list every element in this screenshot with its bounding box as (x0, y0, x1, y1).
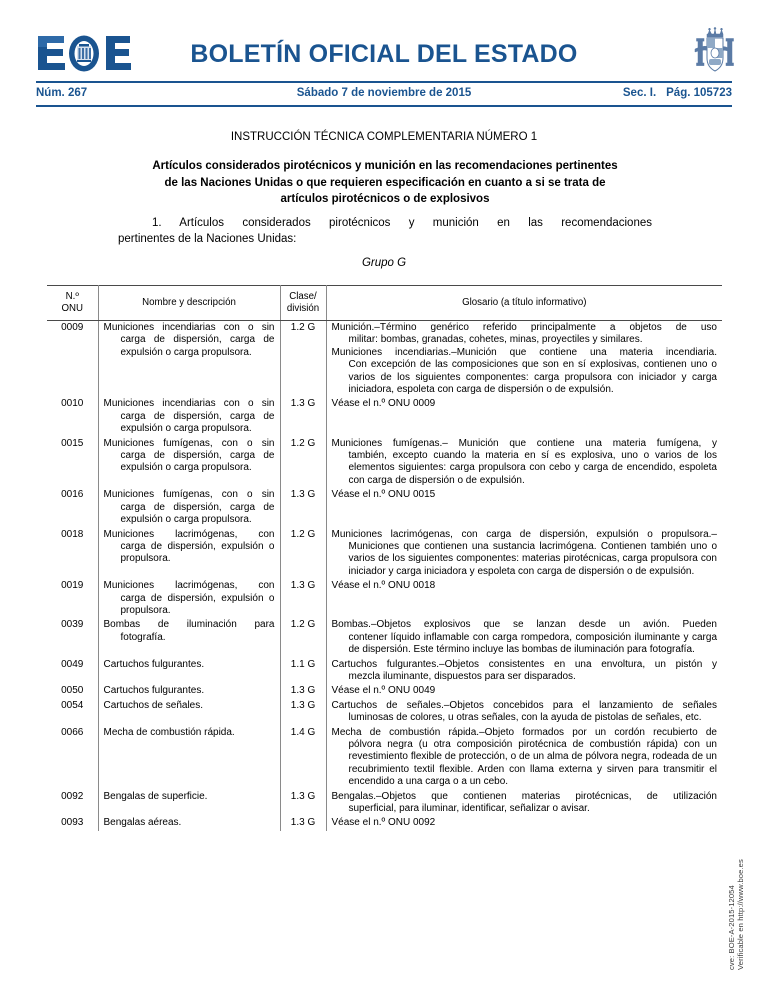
cell-nombre-descripcion (98, 726, 280, 790)
cell-glosario (326, 579, 722, 618)
table-row (47, 790, 722, 817)
table-row (47, 618, 722, 657)
nombre-line-1: Municiones incendiarias con o sin (103, 322, 275, 333)
table-row (47, 658, 722, 685)
glosario-p1-body: contener líquido inflamable con carga rompedora, composición iluminante y carga de dispersión. Este término incluye las bombas de iluminación para fotografía. (348, 631, 717, 656)
intro-paragraph (118, 216, 652, 247)
verification-url: Verificable en http://www.boe.es (736, 859, 745, 970)
cell-onu-number: 0019 (47, 579, 98, 618)
pyrotechnic-articles-table (47, 285, 722, 831)
glosario-p1-body: Municiones que contienen una sustancia lacrimógena. Contienen también uno o varios de los siguientes componentes: materias pirotécnicas, carga propulsora con iniciador y carga iniciadora y espoleta con carga de dispersión o de expulsión. (348, 540, 717, 577)
intro-line-1: 1. Artículos considerados pirotécnicos y munición en las recomendaciones (152, 217, 652, 229)
nombre-line-1: Municiones incendiarias con o sin (103, 398, 275, 410)
cell-onu-number: 0010 (47, 397, 98, 436)
nombre-line-2: carga de dispersión, expulsión o propulsora. (120, 592, 275, 616)
cell-nombre-descripcion (98, 618, 280, 657)
masthead (0, 0, 768, 78)
cell-onu-number: 0050 (47, 684, 98, 698)
cell-nombre-descripcion (98, 816, 280, 830)
cell-nombre-descripcion (98, 579, 280, 618)
glosario-p1-head: Véase el n.º ONU 0049 (331, 685, 436, 697)
cell-glosario (326, 321, 722, 398)
group-label: Grupo G (361, 257, 407, 269)
cell-glosario (326, 528, 722, 580)
cell-onu-number: 0092 (47, 790, 98, 817)
cell-nombre-descripcion (98, 528, 280, 580)
nombre-line-1: Bengalas de superficie. (103, 790, 208, 802)
itc-heading: INSTRUCCIÓN TÉCNICA COMPLEMENTARIA NÚMERO 1 (230, 131, 538, 143)
nombre-line-1: Municiones fumígenas, con o sin (103, 489, 275, 501)
glosario-p1-head: Véase el n.º ONU 0015 (331, 489, 436, 501)
cell-glosario (326, 658, 722, 685)
glosario-p1-body: superficial, para iluminar, identificar, señalizar o avisar. (348, 803, 590, 815)
document-title-line-3: artículos pirotécnicos o de explosivos (280, 193, 490, 205)
glosario-p1-head: Bengalas.–Objetos que contienen materias pirotécnicas, de utilización (331, 790, 717, 802)
nombre-line-1: Cartuchos fulgurantes. (103, 685, 205, 697)
cell-nombre-descripcion (98, 684, 280, 698)
column-header-clase-line-1: Clase/ (289, 291, 317, 302)
cell-clase-division: 1.2 G (280, 618, 326, 657)
glosario-p1-head: Mecha de combustión rápida.–Objeto formados por un cordón recubierto de (331, 726, 717, 738)
cell-glosario (326, 816, 722, 830)
column-header-onu-line-1: N.º (65, 291, 79, 302)
cell-clase-division: 1.3 G (280, 397, 326, 436)
glosario-p1-head: Cartuchos fulgurantes.–Objetos consistentes en una envoltura, un pistón y (331, 658, 717, 670)
pyrotechnic-articles-table-wrapper (47, 285, 722, 831)
column-header-clase (280, 286, 326, 321)
cell-onu-number: 0016 (47, 488, 98, 527)
nombre-line-2: fotografía. (120, 631, 166, 643)
cell-clase-division: 1.2 G (280, 528, 326, 580)
section-label: Sec. I. (622, 87, 657, 99)
cell-clase-division: 1.4 G (280, 726, 326, 790)
column-header-onu (47, 286, 98, 321)
nombre-line-2: carga de dispersión, carga de expulsión o carga propulsora. (120, 501, 275, 526)
nombre-line-2: carga de dispersión, carga de expulsión o carga propulsora. (120, 334, 275, 358)
table-row (47, 684, 722, 698)
table-row (47, 397, 722, 436)
cell-nombre-descripcion (98, 488, 280, 527)
table-row (47, 816, 722, 830)
cell-nombre-descripcion (98, 397, 280, 436)
page-label: Pág. 105723 (666, 87, 732, 99)
table-row (47, 321, 722, 398)
column-header-clase-line-2: división (286, 303, 320, 314)
cell-nombre-descripcion (98, 790, 280, 817)
cve-sidebar (727, 800, 760, 970)
glosario-p1-body: mezcla iluminante, dispuestos para ser disparados. (348, 670, 576, 682)
cell-glosario (326, 488, 722, 527)
nombre-line-2: carga de dispersión, carga de expulsión o carga propulsora. (120, 410, 275, 435)
document-title-line-2: de las Naciones Unidas o que requieren especificación en cuanto a si se trata de (164, 176, 606, 189)
nombre-line-2: carga de dispersión, carga de expulsión o carga propulsora. (120, 450, 275, 474)
cell-nombre-descripcion (98, 437, 280, 489)
cell-glosario (326, 618, 722, 657)
cell-onu-number: 0015 (47, 437, 98, 489)
nombre-line-1: Bengalas aéreas. (103, 817, 182, 829)
glosario-p1-body: pólvora negra (u otra composición pirotécnica de combustión rápida) con un revestimiento flexible de protección, o de un alma de pólvora negra, rodeada de un recubrimiento textil flexible. Arden con llama externa y sirven para transmitir el encendido a una carga o a un cebo. (348, 739, 717, 788)
table-row (47, 726, 722, 790)
issue-date: Sábado 7 de noviembre de 2015 (296, 87, 472, 99)
cell-onu-number: 0093 (47, 816, 98, 830)
intro-line-2: pertinentes de la Naciones Unidas: (118, 232, 297, 245)
page-title: BOLETÍN OFICIAL DEL ESTADO (190, 40, 578, 68)
header-rule-top (36, 81, 732, 83)
column-header-glosario (326, 286, 722, 321)
glosario-p1-head: Véase el n.º ONU 0009 (331, 398, 436, 410)
glosario-p1-head: Cartuchos de señales.–Objetos concebidos para el lanzamiento de señales (331, 699, 717, 711)
cell-nombre-descripcion (98, 321, 280, 398)
document-title-line-1: Artículos considerados pirotécnicos y munición en las recomendaciones pertinentes (152, 160, 618, 172)
glosario-p1-head: Véase el n.º ONU 0018 (331, 580, 436, 592)
table-row (47, 488, 722, 527)
cell-onu-number: 0054 (47, 699, 98, 726)
nombre-line-1: Municiones fumígenas, con o sin (103, 437, 275, 449)
cell-glosario (326, 397, 722, 436)
cve-identifier: cve: BOE-A-2015-12054 (727, 885, 736, 970)
cell-clase-division: 1.2 G (280, 437, 326, 489)
table-row (47, 528, 722, 580)
cell-onu-number: 0049 (47, 658, 98, 685)
column-header-nombre (98, 286, 280, 321)
issue-number: Núm. 267 (36, 87, 88, 99)
cell-clase-division: 1.2 G (280, 321, 326, 398)
nombre-line-2: carga de dispersión, expulsión o propulsora. (120, 540, 275, 565)
glosario-p2-head: Municiones incendiarias.–Munición que contiene una materia incendiaria. (331, 346, 717, 358)
nombre-line-1: Municiones lacrimógenas, con (103, 528, 275, 540)
cell-onu-number: 0066 (47, 726, 98, 790)
cell-nombre-descripcion (98, 699, 280, 726)
glosario-p1-head: Véase el n.º ONU 0092 (331, 817, 436, 829)
table-row (47, 437, 722, 489)
document-title (118, 158, 652, 208)
cell-glosario (326, 699, 722, 726)
nombre-line-1: Bombas de iluminación para (103, 619, 275, 631)
cell-onu-number: 0039 (47, 618, 98, 657)
cell-glosario (326, 437, 722, 489)
table-header-row (47, 286, 722, 321)
column-header-glosario-label: Glosario (a título informativo) (462, 297, 587, 308)
cell-clase-division: 1.3 G (280, 790, 326, 817)
nombre-line-1: Municiones lacrimógenas, con (103, 580, 275, 592)
glosario-p1-body: luminosas de colores, u otras señales, con la ayuda de pistolas de señales, etc. (348, 712, 702, 724)
table-body (47, 321, 722, 831)
cell-clase-division: 1.3 G (280, 699, 326, 726)
cell-clase-division: 1.3 G (280, 684, 326, 698)
header-rule-bottom (36, 105, 732, 107)
nombre-line-1: Cartuchos fulgurantes. (103, 658, 205, 670)
cell-glosario (326, 790, 722, 817)
cell-glosario (326, 684, 722, 698)
header-info-bar (36, 85, 732, 104)
glosario-p1-head: Bombas.–Objetos explosivos que se lanzan desde un avión. Pueden (331, 619, 717, 631)
glosario-p1-head: Munición.–Término genérico referido principalmente a objetos de uso (331, 322, 717, 333)
section-page-info (623, 87, 732, 99)
coat-of-arms-icon (690, 25, 740, 79)
glosario-p1-body: militar: bombas, granadas, cohetes, minas, proyectiles y similares. (348, 334, 643, 346)
column-header-nombre-label: Nombre y descripción (142, 297, 236, 308)
table-row (47, 579, 722, 618)
glosario-p1-head: Municiones fumígenas.– Munición que contiene una materia fumígena, y (331, 437, 717, 449)
cell-clase-division: 1.3 G (280, 488, 326, 527)
glosario-p1-body: también, excepto cuando la materia en sí es explosiva, uno o varios de los elementos siguientes: carga propulsora con cebo y carga de encendido, espoleta con carga de dispersión o de expulsión. (348, 450, 717, 486)
cell-glosario (326, 726, 722, 790)
nombre-line-1: Mecha de combustión rápida. (103, 726, 235, 738)
table-row (47, 699, 722, 726)
nombre-line-1: Cartuchos de señales. (103, 699, 204, 711)
glosario-p2-body: Con excepción de las composiciones que son en sí explosivas, contienen uno o varios de los siguientes componentes: carga propulsora con iniciador y carga iniciadora, espoleta con carga de dispersión o de expulsión. (348, 359, 717, 396)
cell-onu-number: 0018 (47, 528, 98, 580)
cell-onu-number: 0009 (47, 321, 98, 398)
cell-clase-division: 1.1 G (280, 658, 326, 685)
glosario-p1-head: Municiones lacrimógenas, con carga de dispersión, expulsión o propulsora.– (331, 528, 717, 540)
cell-clase-division: 1.3 G (280, 816, 326, 830)
column-header-onu-line-2: ONU (61, 303, 84, 314)
cell-nombre-descripcion (98, 658, 280, 685)
cell-clase-division: 1.3 G (280, 579, 326, 618)
table-header (47, 286, 722, 321)
